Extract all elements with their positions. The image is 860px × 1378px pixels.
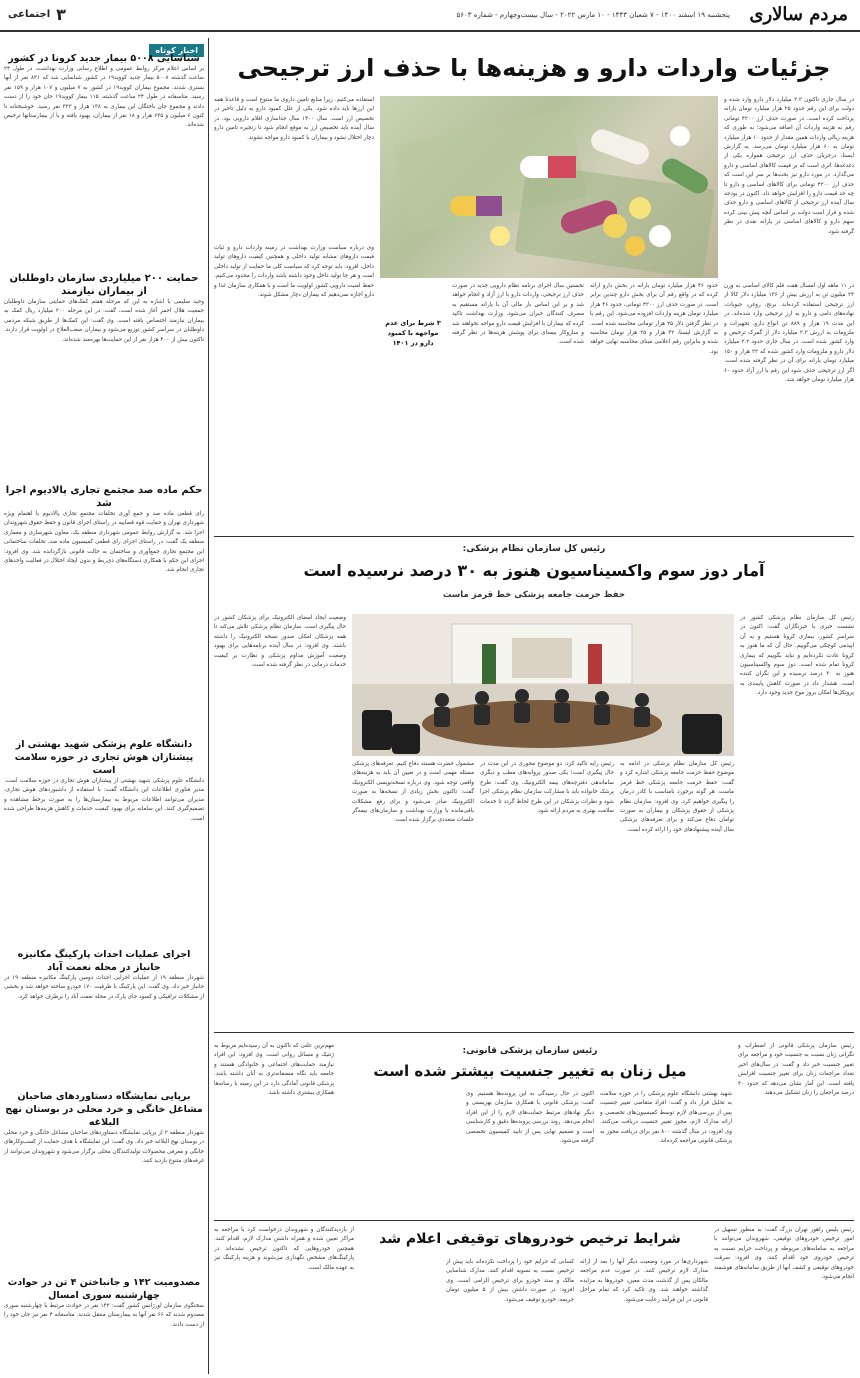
main-story-col: حدود ۴۶ هزار میلیارد تومان یارانه در بخش دارو ارائه کرده که در واقع رقم آن برای بخش دارو چندین برابر است. در صورت حذف ارز ۴۲۰۰ تومانی، حدود ۴۶ هزار میلیارد تومان هزینه واردات افزوده می‌شود. این رقم با در نظر گرفتن دلار ۲۵ هزار تومانی محاسبه شده است. به گزارش ایسنا، ۳۲ هزار و ۲۵ هزار تومان محاسبه شده و بنابراین رقم اعلامی مبنای محاسبه نهایی خواهد بود. xyxy=(590,283,718,355)
second-story-deck: حفظ حرمت جامعه پزشکی خط قرمز ماست xyxy=(442,590,626,600)
sidebar-item-body: سخنگوی سازمان اورژانس کشور گفت: ۱۴۲ نفر در حوادث مرتبط با چهارشنبه سوری مصدوم شدند که ۶۶ نفر آنها به بیمارستان منتقل شدند. متاسفانه ۴ نفر نیز جان خود را از دست دادند. xyxy=(4,1303,204,1328)
second-story-kicker: رئیس کل سازمان نظام پزشکی: xyxy=(462,544,606,554)
sidebar-item-title: حمایت ۲۰۰ میلیاردی سازمان داوطلبان از بیماران نیازمند xyxy=(9,273,199,297)
third-story-col: مهم‌ترین علتی که تاکنون به آن رسیده‌ایم مربوط به ژنتیک و مسائل روانی است. وی افزود: این افراد نیازمند حمایت‌های اجتماعی و خانوادگی هستند و جامعه باید نگاه منصفانه‌تری به آنان داشته باشد. پزشکی قانونی آمادگی دارد در این زمینه با رسانه‌ها همکاری بیشتری داشته باشد. xyxy=(214,1043,334,1097)
sidebar-item xyxy=(4,948,204,1094)
masthead-logo: مردم سالاری xyxy=(749,4,848,25)
section-name: اجتماعی xyxy=(8,9,51,20)
main-story-col: استفاده می‌کنیم. زیرا منابع تامین داروی ما متنوع است و قاعدتا همه این ارزها باید داده شود. یکی از علل کمبود دارو به دلیل تاخیر در تخصیص ارز است. سال ۱۴۰۰ سال جداسازی اقلام دارویی بود. در سال آینده باید تخصیص ارز به موقع انجام شود تا زنجیره تامین دارو دچار اختلال نشود و بیماران با کمبود دارو مواجه نشوند. xyxy=(214,97,374,141)
third-story-title: میل زنان به تغییر جنسیت بیشتر شده است xyxy=(373,1062,687,1080)
section-label xyxy=(8,5,66,24)
third-story-kicker: رئیس سازمان پزشکی قانونی: xyxy=(462,1046,598,1056)
sidebar-item-title: اجرای عملیات احداث پارکینگ مکانیزه جانباز در محله نعمت آباد xyxy=(17,949,191,973)
fourth-story-col: شهرداری‌ها در مورد وضعیت دیگر آنها را بعد از ارائه مدارک لازم ترخیص کنند. در صورت عدم مراجعه مالکان پس از گذشت مدت معین، خودروها به مزایده گذاشته خواهند شد. وی تاکید کرد که تمام مراحل قانونی در این فرآیند رعایت می‌شود. xyxy=(580,1259,708,1303)
main-story-col: وی درباره سیاست وزارت بهداشت در زمینه واردات دارو و ثبات قیمت داروهای مشابه تولید داخلی و همچنین کیفیت داروهای تولید داخل، افزود: باید توجه کرد که سیاست کلی ما حمایت از تولید داخلی است و هر جا تولید داخل وجود داشته باشد واردات را محدود می‌کنیم. حفظ امنیت دارویی کشور اولویت ما است و با همکاری سازمان غذا و دارو اجازه نمی‌دهیم که بیماران دچار مشکل شوند. xyxy=(214,245,374,299)
sidebar-item-body: وحید سلیمی با اشاره به این که مرحله هفتم کمک‌های حمایتی سازمان داوطلبان جمعیت هلال احمر آغاز شده است، گفت: در این مرحله ۲۰۰ میلیارد ریال کمک به بیماران نیازمند اختصاص یافته است. وی گفت: این کمک‌ها از طریق شبکه مردمی داوطلبان در سراسر کشور توزیع می‌شود و بیماران صعب‌العلاج در اولویت قرار دارند. تاکنون بیش از ۴۰۰ هزار نفر از این حمایت‌ها بهره‌مند شده‌اند. xyxy=(4,299,204,343)
fourth-story-title: شرایط ترخیص خودروهای توقیفی اعلام شد xyxy=(379,1231,681,1247)
fourth-story-col: از بازدیدکنندگان و شهروندان درخواست کرد با مراجعه به مراکز تعیین شده و همراه داشتن مدارک لازم، اقدام کنند. همچنین خودروهایی که تاکنون ترخیص نشده‌اند در پارکینگ‌های مشخص نگهداری می‌شوند و هزینه پارکینگ نیز به عهده مالک است. xyxy=(214,1227,354,1271)
sidebar-item-title: مصدومیت ۱۴۲ و جانباختن ۴ تن در حوادث چهارشنبه سوری امسال xyxy=(7,1277,201,1301)
sidebar xyxy=(4,38,204,1374)
second-story-col: مشمول حضرت هستند دفاع کنیم. تعرفه‌های پزشکی مسئله مهمی است و در تعیین آن باید به هزینه‌های واقعی توجه شود. وی درباره نسخه‌نویسی الکترونیک گفت: تاکنون بخش زیادی از نسخه‌ها به صورت الکترونیک صادر می‌شود و برای رفع مشکلات باقی‌مانده با وزارت بهداشت و سازمان‌های بیمه‌گر جلسات متعددی برگزار شده است. xyxy=(352,761,474,824)
sidebar-item xyxy=(4,272,204,468)
third-story-col: رئیس سازمان پزشکی قانونی از اضطراب و نگرانی زنان نسبت به جنسیت خود و مراجعه برای تغییر جنسیت خبر داد و گفت: در سال‌های اخیر تعداد مراجعات زنان برای تغییر جنسیت افزایش یافته است. این آمار نشان می‌دهد که حدود ۴۰ درصد مراجعان را زنان تشکیل می‌دهند. xyxy=(738,1043,854,1097)
sidebar-item-body: بر اساس اعلام مرکز روابط عمومی و اطلاع رسانی وزارت بهداشت، در طول ۲۴ ساعت گذشته ۵۰۰۸ بیمار جدید کووید۱۹ در کشور شناسایی شد که ۸۳۱ نفر از آنها بستری شدند. مجموع بیماران کووید۱۹ در کشور به ۷ میلیون و ۱۰۷ هزار و ۱۵۹ نفر رسید. متاسفانه در طول ۲۴ ساعت گذشته، ۱۱۵ بیمار کووید۱۹ جان خود را از دست دادند و مجموع جان باختگان این بیماری به ۱۳۸ هزار و ۳۲۳ نفر رسید. خوشبختانه تا کنون ۶ میلیون و ۶۳۵ هزار و ۱۸ نفر از بیماران، بهبود یافته و یا از بیمارستانها ترخیص شده‌اند. xyxy=(4,66,204,129)
sidebar-item-body: رای قطعی ماده صد و جمع آوری تخلفات مجتمع تجاری پالادیوم با اهتمام ویژه شهرداری تهران و حمایت قوه قضاییه در راستای اجرای قانون و حفظ حقوق شهروندان اجرا شد. به گزارش روابط عمومی شهرداری منطقه یک، معاون شهرسازی و معماری منطقه یک گفت: در راستای اجرای رای قطعی کمیسیون ماده صد، تخلفات ساختمانی این مجتمع تجاری جمع‌آوری و ساختمان به حالت قانونی بازگردانده شد. وی افزود: اجرای این حکم با همکاری دستگاه‌های ذی‌ربط و بدون ایجاد اختلال در فعالیت واحدهای تجاری انجام شد. xyxy=(4,511,204,574)
sidebar-item xyxy=(4,1090,204,1269)
section-divider xyxy=(214,1032,854,1033)
sidebar-item xyxy=(4,52,204,215)
main-story-title: جزئیات واردات دارو و هزینه‌ها با حذف ارز ترجیحی xyxy=(237,54,831,82)
conference-illustration xyxy=(352,614,734,756)
sidebar-item-title: حکم ماده صد مجتمع تجاری پالادیوم اجرا شد xyxy=(5,485,203,509)
section-divider xyxy=(214,536,854,537)
sidebar-item-body: دانشگاه علوم پزشکی شهید بهشتی از پیشتازان هوش تجاری در حوزه سلامت است. مدیر فناوری اطلاعات این دانشگاه گفت: با استفاده از داشبوردهای هوش تجاری، مدیران می‌توانند اطلاعات مربوط به بیمارستان‌ها را به صورت برخط مشاهده و تصمیم‌گیری کنند. این سامانه برای بهبود کیفیت خدمات و کاهش هزینه‌ها طراحی شده است. xyxy=(4,778,204,822)
main-story-col: در ۱۱ ماهه اول امسال هفت قلم کالای اساسی به وزن ۲۴ میلیون تن به ارزش بیش از ۱۳۶ میلیارد دلار کالا از ارز ترجیحی استفاده کرده‌اند. برنج، روغن، حبوبات، نهاده‌های دامی و دارو به ارز ترجیحی وارد شده‌اند. در این مدت ۱۹ هزار و ۸۸۹ تن انواع دارو، تجهیزات و ملزومات به ارزش ۲.۳ میلیارد دلار از گمرک ترخیص و وارد کشور شده است. در سال جاری حدود ۲.۲ میلیارد دلار دارو و ملزومات وارد کشور شده که ۲۲ هزار و ۱۵۰ میلیارد تومان یارانه برای آن در نظر گرفته شده است. اگر ارز ترجیحی حذف شود این رقم با ارز آزاد حدود ۶۰ هزار میلیارد تومان خواهد شد. xyxy=(724,283,854,384)
second-story-col: وضعیت ایجاد امضای الکترونیک برای پزشکان کشور در حال پیگیری است. سازمان نظام پزشکی تلاش می‌کند تا همه پزشکان امکان صدور نسخه الکترونیک را داشته باشند. وی افزود: در سال آینده برنامه‌هایی برای بهبود وضعیت آموزش مداوم پزشکی و نظارت بر کیفیت خدمات درمانی در نظر گرفته شده است. xyxy=(214,615,346,669)
sidebar-divider xyxy=(208,38,209,1374)
pills-illustration xyxy=(380,96,718,278)
sidebar-item-title: شناسایی ۵۰۰۸ بیمار جدید کرونا در کشور xyxy=(8,53,200,64)
fourth-story-col: کسانی که جرایم خود را پرداخت نکرده‌اند باید پیش از ترخیص نسبت به تسویه اقدام کنند. مدارک شناسایی مالک و سند خودرو برای ترخیص الزامی است. وی افزود: در صورت داشتن بیش از ۵ میلیون تومان جریمه، خودرو توقیف می‌شود. xyxy=(446,1259,574,1303)
section-divider xyxy=(214,1220,854,1221)
press-conference-photo xyxy=(352,614,734,756)
sidebar-item xyxy=(4,738,204,917)
fourth-story-col: رئیس پلیس راهور تهران بزرگ گفت: به منظور تسهیل در امور ترخیص خودروهای توقیفی، شهروندان می‌توانند با مراجعه به سامانه‌های مربوطه و پرداخت جرایم نسبت به ترخیص خودروی خود اقدام کنند. وی افزود: سرقت خودروهای توقیفی و کشف آنها از طریق سامانه‌های هوشمند انجام می‌شود. xyxy=(714,1227,854,1281)
second-story-title: آمار دوز سوم واکسیناسیون هنوز به ۳۰ درصد نرسیده است xyxy=(303,561,765,580)
main-story-subhead: ۳ شرط برای عدم مواجهه با کمبود دارو در ۱۴۰۱ xyxy=(385,319,441,347)
sidebar-item-body: شهردار منطقه ۲ از برپایی نمایشگاه دستاوردهای صاحبان مشاغل خانگی و خرد محلی در بوستان نهج البلاغه خبر داد. وی گفت: این نمایشگاه با هدف حمایت از کسب‌وکارهای خانگی و معرفی محصولات تولیدکنندگان محلی برگزار می‌شود و شهروندان می‌توانند از غرفه‌های متنوع بازدید کنند. xyxy=(4,1130,204,1165)
masthead xyxy=(0,0,860,32)
sidebar-item xyxy=(4,1276,204,1378)
third-story-col: اکنون در حال رسیدگی به این پرونده‌ها هستیم. وی گفت: پزشکی قانونی با همکاری سازمان بهزیستی و دیگر نهادهای مرتبط حمایت‌های لازم را از این افراد انجام می‌دهد. روند بررسی پرونده‌ها دقیق و کارشناسی است و تصمیم نهایی پس از تایید کمیسیون تخصصی گرفته می‌شود. xyxy=(466,1091,594,1145)
sidebar-item-title: برپایی نمایشگاه دستاوردهای صاحبان مشاغل خانگی و خرد محلی در بوستان نهج البلاغه xyxy=(5,1091,203,1128)
sidebar-item-body: شهردار منطقه ۱۹ از عملیات اجرایی احداث دومین پارکینگ مکانیزه منطقه ۱۹ در جانباز خبر داد. وی گفت: این پارکینگ با ظرفیت ۱۷۰ خودرو ساخته خواهد شد و بخشی از مشکلات ترافیکی و کمبود جای پارک در محله نعمت آباد را برطرف خواهد کرد. xyxy=(4,975,204,1000)
masthead-dateline: پنجشنبه ۱۹ اسفند ۱۴۰۰ - ۷ شعبان ۱۴۴۳ - ۱۰ مارس ۲۰۲۲ - سال بیست‌وچهارم - شماره ۵۶۰۳ xyxy=(456,11,730,19)
second-story-col: رئیس کل سازمان نظام پزشکی در ادامه به موضوع حفظ حرمت جامعه پزشکی اشاره کرد و گفت: حفظ حرمت جامعه پزشکی خط قرمز ماست. هر گونه برخورد نامناسب با کادر درمان را پیگیری خواهیم کرد. وی افزود: سازمان نظام پزشکی از حقوق پزشکان و بیماران به صورت توامان دفاع می‌کند و برای تعرفه‌های پزشکی سال آینده پیشنهادهای خود را ارائه کرده است. xyxy=(620,761,734,833)
main-story-col: نخستین سال اجرای برنامه نظام دارویی جدید در صورت حذف ارز ترجیحی، واردات دارو با ارز آزاد و انجام خواهد شد و بر این اساس بار مالی آن با یارانه مستقیم به مصرف کنندگان جبران می‌شود. وزارت بهداشت تاکید کرده که بیماران با افزایش قیمت دارو مواجه نخواهند شد و سازوکار بیمه‌ای برای پوشش هزینه‌ها در نظر گرفته شده است. xyxy=(452,283,584,346)
second-story-col: رئیس رایه تاکید کرد: دو موضوع محوری در این مدت در حال پیگیری است؛ یکی صدور پروانه‌های مطب و دیگری ساماندهی دفترچه‌های بیمه الکترونیک. وی گفت: طرح پزشک خانواده باید با مشارکت سازمان نظام پزشکی اجرا شود و نظرات پزشکان در این طرح لحاظ گردد تا خدمات سلامت بهتری به مردم ارائه شود. xyxy=(480,761,614,815)
main-story-col: در سال جاری تاکنون ۲.۳ میلیارد دلار دارو وارد شده و دولت برای این رقم حدود ۲۵ هزار میلیارد تومان یارانه پرداخت کرده است. در صورت حذف ارز ۴۲۰۰ تومانی رقم به هزینه واردات آن اضافه می‌شود؛ به طوری که هزینه ریالی واردات همین مقدار از حدود ۱۰ هزار میلیارد تومان به ۶۰ هزار میلیارد تومان می‌رسد. به گزارش ایسنا، درجریان حذف ارز ترجیحی همواره یکی از دغدغه‌ها، اثری است که بر قیمت کالاهای اساسی و دارو می‌گذارد. در مورد دارو نیز بحث‌ها بر سر این است که حذف ارز ۴۲۰۰ تومانی برای کالاهای اساسی و دارو تا چه حد قیمت دارو را افزایش خواهد داد. اکنون در بودجه سال آینده ارز ترجیحی از کالاهای اساسی و دارو حذف شده و قرار است دولت بر اساس آنچه پیش بینی کرده سهم دارو و کالاهای اساسی در یارانه نقدی در نظر گرفته شود. xyxy=(724,97,854,235)
sidebar-item xyxy=(4,484,204,755)
sidebar-tag-label: اخبار کوتاه xyxy=(149,44,204,57)
second-story-col: رئیس کل سازمان نظام پزشکی کشور در نشست خبری با خبرنگاران گفت: اکنون در سراسر کشور، بیماری کرونا هستیم و به آن اپیدمی کوچکی می‌گوییم. حال آن که ما هنوز به کرونا عادت نکرده‌ایم و نباید بگوییم که بیماری کرونا تمام شده است. دوز سوم واکسیناسیون هنوز به ۳۰ درصد نرسیده و این نگران کننده است. هشدار داد در صورت کاهش پایبندی به پروتکل‌ها امکان بروز موج جدید وجود دارد. xyxy=(740,615,854,697)
sidebar-item-title: دانشگاه علوم پزشکی شهید بهشتی از پیشتازان هوش تجاری در حوزه سلامت است xyxy=(14,739,194,776)
third-story-col: شهید بهشتی دانشگاه علوم پزشکی را در حوزه سلامت به تحلیل قرار داد و گفت: افراد متقاضی تغییر جنسیت پس از بررسی‌های لازم توسط کمیسیون‌های تخصصی و ارائه مدارک لازم، مجوز تغییر جنسیت دریافت می‌کنند. وی افزود: در سال گذشته ۸۰۰ نفر برای دریافت مجوز به پزشکی قانونی مراجعه کرده‌اند. xyxy=(600,1091,732,1145)
pills-photo xyxy=(380,96,718,278)
page-number: ۳ xyxy=(56,5,66,24)
